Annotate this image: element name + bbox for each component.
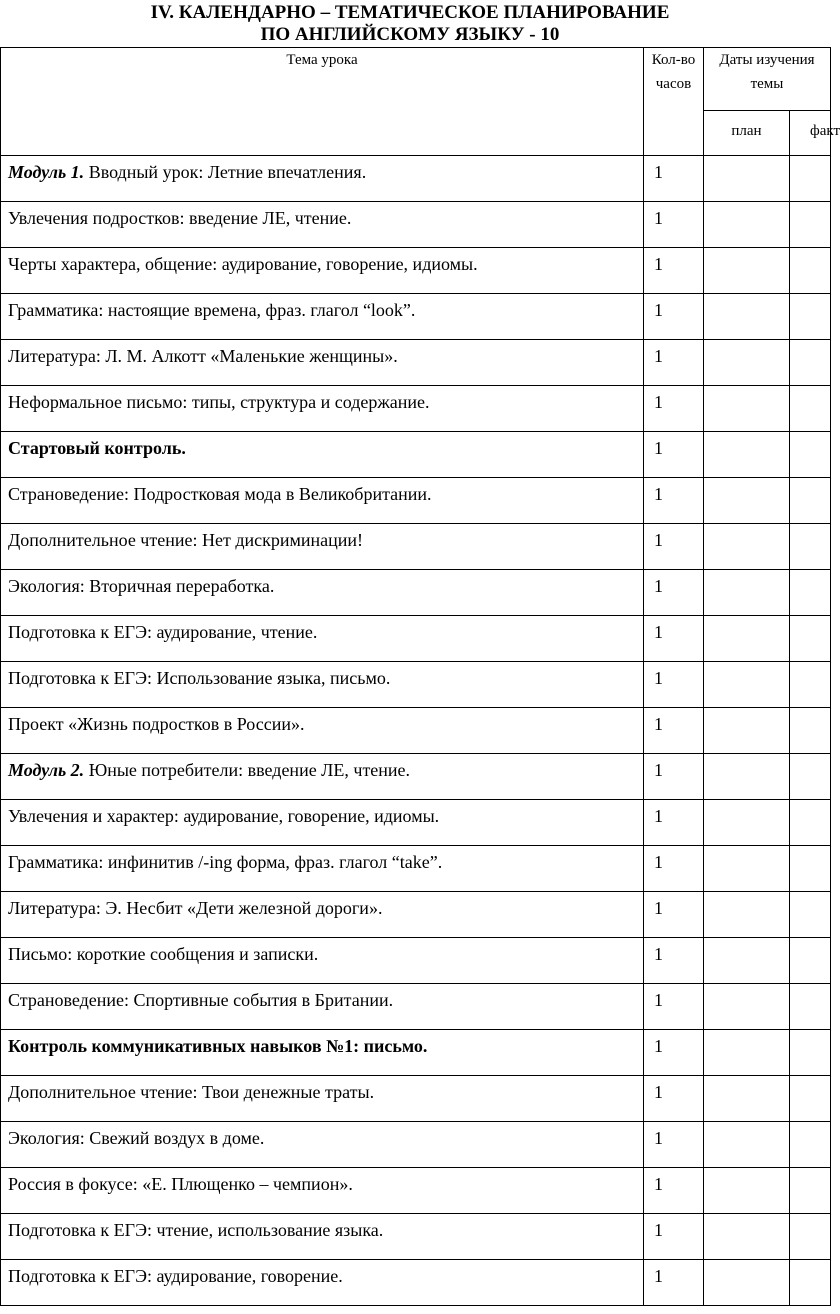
lesson-topic-text: Литература: Э. Несбит «Дети железной дороги». <box>8 898 383 918</box>
lesson-hours-cell: 1 <box>644 1122 704 1168</box>
fact-date-cell <box>790 1214 831 1260</box>
lesson-topic-cell <box>1 1168 644 1214</box>
lesson-topic-cell <box>1 800 644 846</box>
fact-date-cell <box>790 1122 831 1168</box>
module-label: Модуль 1. <box>8 162 85 182</box>
plan-date-cell <box>704 478 790 524</box>
plan-date-cell <box>704 662 790 708</box>
fact-date-cell <box>790 616 831 662</box>
lesson-topic-text: Контроль коммуникативных навыков №1: письмо. <box>8 1036 428 1056</box>
lesson-topic-cell <box>1 156 644 202</box>
plan-date-cell <box>704 1168 790 1214</box>
lesson-hours-cell: 1 <box>644 340 704 386</box>
fact-date-cell <box>790 938 831 984</box>
table-row <box>1 524 831 570</box>
fact-date-cell <box>790 340 831 386</box>
lesson-hours-cell: 1 <box>644 708 704 754</box>
table-row <box>1 1168 831 1214</box>
lesson-topic-text: Проект «Жизнь подростков в России». <box>8 714 305 734</box>
lesson-hours-cell: 1 <box>644 1260 704 1306</box>
plan-date-cell <box>704 340 790 386</box>
header-plan: план <box>704 111 790 156</box>
plan-date-cell <box>704 1260 790 1306</box>
lesson-topic-cell <box>1 386 644 432</box>
header-fact: факт <box>790 111 831 156</box>
fact-date-cell <box>790 570 831 616</box>
lesson-topic-text: Дополнительное чтение: Твои денежные траты. <box>8 1082 375 1102</box>
fact-date-cell <box>790 984 831 1030</box>
table-row <box>1 800 831 846</box>
table-row <box>1 478 831 524</box>
table-row <box>1 1030 831 1076</box>
plan-date-cell <box>704 386 790 432</box>
lesson-topic-text: Грамматика: настоящие времена, фраз. глагол “look”. <box>8 300 416 320</box>
lesson-topic-text: Литература: Л. М. Алкотт «Маленькие женщины». <box>8 346 398 366</box>
lesson-topic-text: Неформальное письмо: типы, структура и содержание. <box>8 392 430 412</box>
lesson-topic-text: Черты характера, общение: аудирование, говорение, идиомы. <box>8 254 478 274</box>
plan-date-cell <box>704 156 790 202</box>
lesson-hours-cell: 1 <box>644 1214 704 1260</box>
lesson-topic-text: Страноведение: Подростковая мода в Великобритании. <box>8 484 432 504</box>
lesson-topic-text: Подготовка к ЕГЭ: аудирование, говорение. <box>8 1266 343 1286</box>
table-row <box>1 1122 831 1168</box>
fact-date-cell <box>790 248 831 294</box>
plan-date-cell <box>704 248 790 294</box>
lesson-hours-cell: 1 <box>644 754 704 800</box>
lesson-topic-text: Грамматика: инфинитив /-ing форма, фраз. глагол “take”. <box>8 852 443 872</box>
fact-date-cell <box>790 1168 831 1214</box>
table-row <box>1 248 831 294</box>
table-row <box>1 754 831 800</box>
lesson-topic-text: Дополнительное чтение: Нет дискриминации! <box>8 530 364 550</box>
table-row <box>1 294 831 340</box>
table-row <box>1 1076 831 1122</box>
lesson-hours-cell: 1 <box>644 202 704 248</box>
plan-date-cell <box>704 1214 790 1260</box>
lesson-topic-text: Письмо: короткие сообщения и записки. <box>8 944 319 964</box>
table-row <box>1 432 831 478</box>
lesson-hours-cell: 1 <box>644 1030 704 1076</box>
lesson-topic-text: Юные потребители: введение ЛЕ, чтение. <box>84 760 411 780</box>
fact-date-cell <box>790 524 831 570</box>
fact-date-cell <box>790 386 831 432</box>
lesson-topic-text: Россия в фокусе: «Е. Плющенко – чемпион». <box>8 1174 353 1194</box>
lesson-hours-cell: 1 <box>644 1076 704 1122</box>
lesson-topic-cell <box>1 294 644 340</box>
header-topic: Тема урока <box>1 48 644 156</box>
fact-date-cell <box>790 156 831 202</box>
table-row <box>1 1260 831 1306</box>
document-title-line-2: ПО АНГЛИЙСКОМУ ЯЗЫКУ - 10 <box>260 24 560 45</box>
lesson-topic-cell <box>1 340 644 386</box>
lesson-topic-text: Подготовка к ЕГЭ: чтение, использование языка. <box>8 1220 384 1240</box>
lesson-hours-cell: 1 <box>644 984 704 1030</box>
lesson-topic-text: Увлечения подростков: введение ЛЕ, чтение. <box>8 208 352 228</box>
fact-date-cell <box>790 800 831 846</box>
plan-date-cell <box>704 1076 790 1122</box>
plan-date-cell <box>704 294 790 340</box>
header-hours: Кол-во часов <box>644 48 704 156</box>
lesson-topic-cell <box>1 892 644 938</box>
lesson-hours-cell: 1 <box>644 938 704 984</box>
fact-date-cell <box>790 892 831 938</box>
lesson-topic-text: Вводный урок: Летние впечатления. <box>84 162 367 182</box>
plan-date-cell <box>704 570 790 616</box>
plan-date-cell <box>704 984 790 1030</box>
table-row <box>1 984 831 1030</box>
lesson-hours-cell: 1 <box>644 1168 704 1214</box>
lesson-topic-text: Страноведение: Спортивные события в Британии. <box>8 990 394 1010</box>
lesson-topic-cell <box>1 432 644 478</box>
lesson-topic-text: Экология: Вторичная переработка. <box>8 576 275 596</box>
fact-date-cell <box>790 846 831 892</box>
table-row <box>1 570 831 616</box>
lesson-topic-cell <box>1 202 644 248</box>
lesson-topic-cell <box>1 616 644 662</box>
lesson-hours-cell: 1 <box>644 892 704 938</box>
lesson-plan-table <box>0 47 840 1306</box>
plan-date-cell <box>704 524 790 570</box>
plan-date-cell <box>704 202 790 248</box>
plan-date-cell <box>704 708 790 754</box>
lesson-hours-cell: 1 <box>644 248 704 294</box>
fact-date-cell <box>790 202 831 248</box>
table-row <box>1 386 831 432</box>
fact-date-cell <box>790 708 831 754</box>
fact-date-cell <box>790 754 831 800</box>
lesson-topic-cell <box>1 524 644 570</box>
lesson-topic-cell <box>1 1260 644 1306</box>
plan-date-cell <box>704 1030 790 1076</box>
lesson-hours-cell: 1 <box>644 478 704 524</box>
document-title-line-1: IV. КАЛЕНДАРНО – ТЕМАТИЧЕСКОЕ ПЛАНИРОВАНИЕ <box>150 2 670 23</box>
lesson-topic-cell <box>1 984 644 1030</box>
table-row <box>1 616 831 662</box>
fact-date-cell <box>790 432 831 478</box>
lesson-topic-cell <box>1 570 644 616</box>
plan-date-cell <box>704 432 790 478</box>
lesson-topic-text: Стартовый контроль. <box>8 438 186 458</box>
lesson-hours-cell: 1 <box>644 432 704 478</box>
lesson-topic-cell <box>1 1214 644 1260</box>
lesson-topic-cell <box>1 478 644 524</box>
plan-date-cell <box>704 754 790 800</box>
fact-date-cell <box>790 1030 831 1076</box>
lesson-hours-cell: 1 <box>644 524 704 570</box>
fact-date-cell <box>790 1076 831 1122</box>
lesson-hours-cell: 1 <box>644 800 704 846</box>
fact-date-cell <box>790 478 831 524</box>
fact-date-cell <box>790 294 831 340</box>
lesson-topic-text: Подготовка к ЕГЭ: Использование языка, письмо. <box>8 668 391 688</box>
lesson-topic-text: Экология: Свежий воздух в доме. <box>8 1128 265 1148</box>
lesson-hours-cell: 1 <box>644 294 704 340</box>
lesson-hours-cell: 1 <box>644 662 704 708</box>
header-dates: Даты изучения темы <box>704 48 831 111</box>
lesson-topic-cell <box>1 662 644 708</box>
table-row <box>1 202 831 248</box>
table-row <box>1 708 831 754</box>
table-row <box>1 1214 831 1260</box>
plan-date-cell <box>704 1122 790 1168</box>
fact-date-cell <box>790 1260 831 1306</box>
plan-date-cell <box>704 616 790 662</box>
lesson-hours-cell: 1 <box>644 846 704 892</box>
lesson-hours-cell: 1 <box>644 386 704 432</box>
lesson-topic-cell <box>1 754 644 800</box>
lesson-hours-cell: 1 <box>644 570 704 616</box>
lesson-topic-text: Увлечения и характер: аудирование, говорение, идиомы. <box>8 806 440 826</box>
table-row <box>1 846 831 892</box>
table-header-row <box>1 48 831 111</box>
plan-date-cell <box>704 846 790 892</box>
lesson-topic-cell <box>1 248 644 294</box>
plan-date-cell <box>704 800 790 846</box>
lesson-topic-cell <box>1 846 644 892</box>
plan-date-cell <box>704 892 790 938</box>
lesson-topic-text: Подготовка к ЕГЭ: аудирование, чтение. <box>8 622 318 642</box>
lesson-topic-cell <box>1 708 644 754</box>
table-row <box>1 156 831 202</box>
table-row <box>1 340 831 386</box>
lesson-topic-cell <box>1 1076 644 1122</box>
table-row <box>1 938 831 984</box>
lesson-topic-cell <box>1 1122 644 1168</box>
lesson-hours-cell: 1 <box>644 156 704 202</box>
plan-date-cell <box>704 938 790 984</box>
fact-date-cell <box>790 662 831 708</box>
lesson-hours-cell: 1 <box>644 616 704 662</box>
table-row <box>1 662 831 708</box>
table-row <box>1 892 831 938</box>
module-label: Модуль 2. <box>8 760 85 780</box>
lesson-topic-cell <box>1 938 644 984</box>
lesson-topic-cell <box>1 1030 644 1076</box>
